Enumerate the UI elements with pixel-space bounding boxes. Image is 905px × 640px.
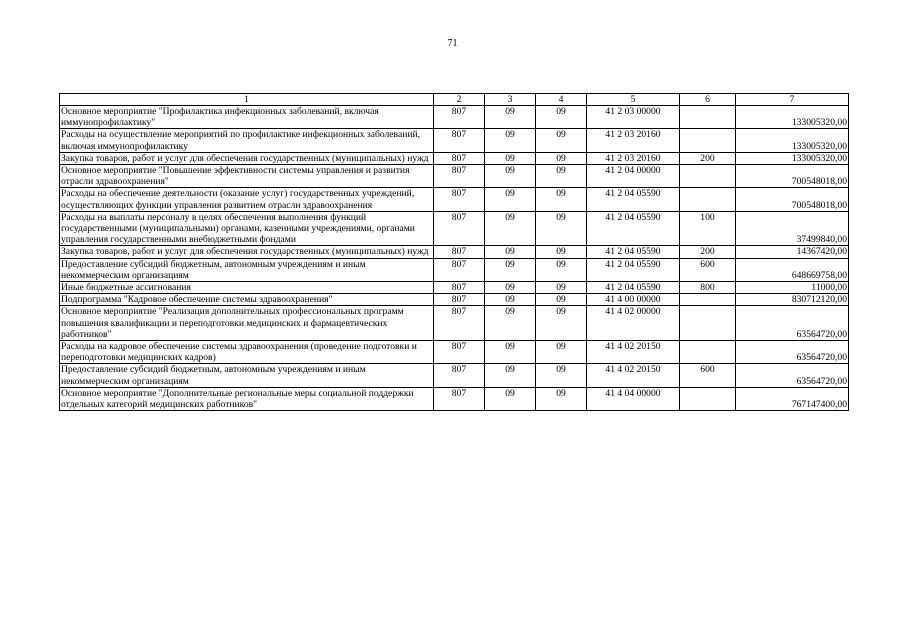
row-ved-cell: 807 (434, 211, 485, 246)
row-pr-cell: 09 (536, 106, 587, 129)
row-vr-cell (680, 165, 736, 188)
row-rz-cell: 09 (485, 165, 536, 188)
row-pr-cell: 09 (536, 152, 587, 164)
row-name-cell: Основное мероприятие "Реализация дополнительных профессиональных программ повышения квалификации и переподготовки медицинских и фармацевтических работников" (60, 306, 434, 341)
row-rz-cell: 09 (485, 387, 536, 410)
header-cell: 4 (536, 94, 587, 106)
row-pr-cell: 09 (536, 246, 587, 258)
row-sum-cell: 700548018,00 (736, 188, 849, 211)
row-pr-cell: 09 (536, 364, 587, 387)
row-pr-cell: 09 (536, 129, 587, 152)
row-sum-cell: 133005320,00 (736, 152, 849, 164)
row-sum-cell: 14367420,00 (736, 246, 849, 258)
row-sum-cell: 648669758,00 (736, 258, 849, 281)
table-header-row (60, 94, 849, 106)
row-ved-cell: 807 (434, 258, 485, 281)
header-cell: 7 (736, 94, 849, 106)
row-csr-cell: 41 2 04 05590 (587, 246, 680, 258)
row-ved-cell: 807 (434, 165, 485, 188)
row-pr-cell: 09 (536, 387, 587, 410)
table-row (60, 282, 849, 294)
table-row (60, 152, 849, 164)
row-rz-cell: 09 (485, 306, 536, 341)
row-csr-cell: 41 4 02 20150 (587, 364, 680, 387)
table-row (60, 387, 849, 410)
row-csr-cell: 41 2 04 05590 (587, 258, 680, 281)
row-sum-cell: 63564720,00 (736, 364, 849, 387)
table-row (60, 258, 849, 281)
row-vr-cell: 100 (680, 211, 736, 246)
row-name-cell: Закупка товаров, работ и услуг для обеспечения государственных (муниципальных) нужд (60, 152, 434, 164)
row-pr-cell: 09 (536, 294, 587, 306)
header-cell: 1 (60, 94, 434, 106)
row-ved-cell: 807 (434, 188, 485, 211)
row-pr-cell: 09 (536, 282, 587, 294)
row-rz-cell: 09 (485, 258, 536, 281)
row-rz-cell: 09 (485, 294, 536, 306)
budget-table (59, 93, 849, 411)
header-cell: 2 (434, 94, 485, 106)
row-pr-cell: 09 (536, 306, 587, 341)
row-sum-cell: 11000,00 (736, 282, 849, 294)
row-rz-cell: 09 (485, 246, 536, 258)
row-vr-cell: 200 (680, 152, 736, 164)
row-pr-cell: 09 (536, 188, 587, 211)
row-csr-cell: 41 2 03 20160 (587, 152, 680, 164)
row-rz-cell: 09 (485, 282, 536, 294)
row-name-cell: Расходы на обеспечение деятельности (оказание услуг) государственных учреждений, осуществляющих функции управления развитием отрасли здравоохранения (60, 188, 434, 211)
row-csr-cell: 41 2 04 05590 (587, 188, 680, 211)
row-sum-cell: 37499840,00 (736, 211, 849, 246)
row-sum-cell: 767147400,00 (736, 387, 849, 410)
row-name-cell: Расходы на выплаты персоналу в целях обеспечения выполнения функций государственными (муниципальными) органами, казенными учреждениями, органами управления государственными внебюджетными фондами (60, 211, 434, 246)
row-csr-cell: 41 4 00 00000 (587, 294, 680, 306)
row-ved-cell: 807 (434, 341, 485, 364)
row-rz-cell: 09 (485, 152, 536, 164)
row-rz-cell: 09 (485, 211, 536, 246)
row-name-cell: Основное мероприятие "Повышение эффективности системы управления и развития отрасли здравоохранения" (60, 165, 434, 188)
row-vr-cell (680, 387, 736, 410)
row-pr-cell: 09 (536, 341, 587, 364)
row-vr-cell: 600 (680, 258, 736, 281)
header-cell: 6 (680, 94, 736, 106)
row-rz-cell: 09 (485, 129, 536, 152)
row-pr-cell: 09 (536, 258, 587, 281)
header-cell: 3 (485, 94, 536, 106)
row-name-cell: Предоставление субсидий бюджетным, автономным учреждениям и иным некоммерческим организациям (60, 258, 434, 281)
row-sum-cell: 700548018,00 (736, 165, 849, 188)
table-body (60, 106, 849, 411)
row-name-cell: Предоставление субсидий бюджетным, автономным учреждениям и иным некоммерческим организациям (60, 364, 434, 387)
row-vr-cell: 800 (680, 282, 736, 294)
row-name-cell: Основное мероприятие "Профилактика инфекционных заболеваний, включая иммунопрофилактику" (60, 106, 434, 129)
table-row (60, 294, 849, 306)
row-vr-cell (680, 341, 736, 364)
row-sum-cell: 63564720,00 (736, 306, 849, 341)
row-sum-cell: 830712120,00 (736, 294, 849, 306)
header-cell: 5 (587, 94, 680, 106)
row-name-cell: Закупка товаров, работ и услуг для обеспечения государственных (муниципальных) нужд (60, 246, 434, 258)
table-row (60, 129, 849, 152)
row-rz-cell: 09 (485, 188, 536, 211)
row-vr-cell (680, 129, 736, 152)
row-vr-cell (680, 294, 736, 306)
row-vr-cell (680, 188, 736, 211)
row-csr-cell: 41 4 04 00000 (587, 387, 680, 410)
row-ved-cell: 807 (434, 246, 485, 258)
page-number: 71 (447, 38, 458, 49)
row-pr-cell: 09 (536, 165, 587, 188)
row-vr-cell (680, 306, 736, 341)
row-ved-cell: 807 (434, 129, 485, 152)
row-ved-cell: 807 (434, 106, 485, 129)
table-row (60, 188, 849, 211)
row-csr-cell: 41 2 04 05590 (587, 211, 680, 246)
table-row (60, 211, 849, 246)
row-sum-cell: 63564720,00 (736, 341, 849, 364)
row-ved-cell: 807 (434, 364, 485, 387)
table-row (60, 341, 849, 364)
row-rz-cell: 09 (485, 364, 536, 387)
row-ved-cell: 807 (434, 282, 485, 294)
row-rz-cell: 09 (485, 106, 536, 129)
row-csr-cell: 41 2 03 00000 (587, 106, 680, 129)
row-csr-cell: 41 4 02 00000 (587, 306, 680, 341)
row-csr-cell: 41 2 03 20160 (587, 129, 680, 152)
table-row (60, 246, 849, 258)
row-csr-cell: 41 2 04 00000 (587, 165, 680, 188)
row-vr-cell: 600 (680, 364, 736, 387)
row-ved-cell: 807 (434, 152, 485, 164)
row-vr-cell: 200 (680, 246, 736, 258)
row-ved-cell: 807 (434, 387, 485, 410)
row-csr-cell: 41 4 02 20150 (587, 341, 680, 364)
table-row (60, 165, 849, 188)
row-name-cell: Расходы на осуществление мероприятий по профилактике инфекционных заболеваний, включая иммунопрофилактику (60, 129, 434, 152)
table-row (60, 364, 849, 387)
table-row (60, 106, 849, 129)
table-row (60, 306, 849, 341)
row-ved-cell: 807 (434, 294, 485, 306)
row-pr-cell: 09 (536, 211, 587, 246)
row-sum-cell: 133005320,00 (736, 129, 849, 152)
row-rz-cell: 09 (485, 341, 536, 364)
row-name-cell: Расходы на кадровое обеспечение системы здравоохранения (проведение подготовки и переподготовки медицинских кадров) (60, 341, 434, 364)
row-ved-cell: 807 (434, 306, 485, 341)
row-name-cell: Подпрограмма "Кадровое обеспечение системы здравоохранения" (60, 294, 434, 306)
row-csr-cell: 41 2 04 05590 (587, 282, 680, 294)
row-name-cell: Иные бюджетные ассигнования (60, 282, 434, 294)
row-sum-cell: 133005320,00 (736, 106, 849, 129)
row-name-cell: Основное мероприятие "Дополнительные региональные меры социальной поддержки отдельных категорий медицинских работников" (60, 387, 434, 410)
row-vr-cell (680, 106, 736, 129)
